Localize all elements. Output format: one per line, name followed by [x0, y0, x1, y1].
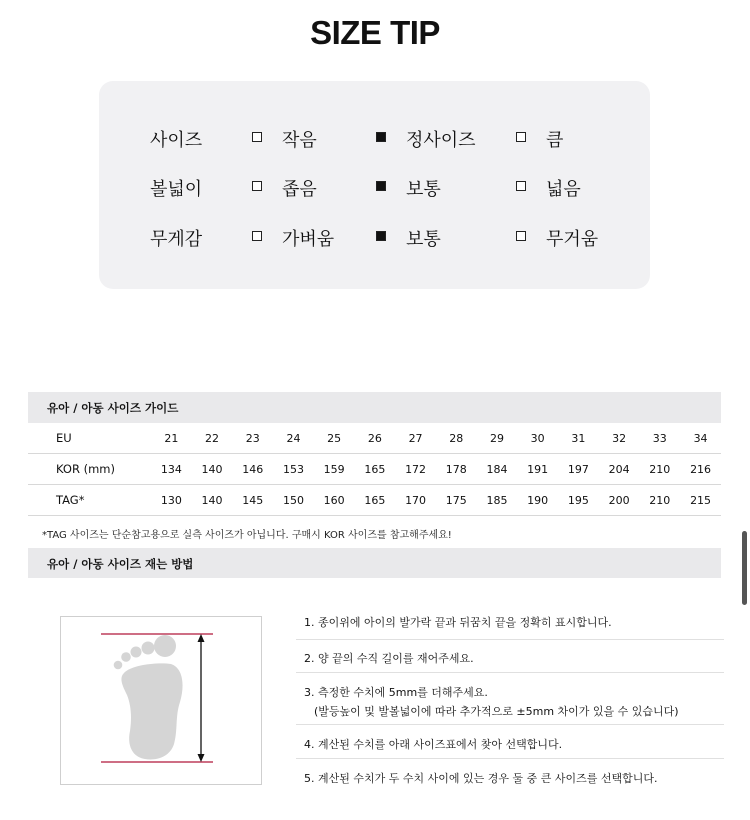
table-cell: 195: [558, 485, 599, 516]
table-cell: 216: [680, 454, 721, 485]
table-cell: 27: [395, 423, 436, 454]
tip-option: 보통: [376, 175, 441, 201]
table-cell: 197: [558, 454, 599, 485]
table-cell: 204: [599, 454, 640, 485]
table-cell: 215: [680, 485, 721, 516]
table-cell: 190: [517, 485, 558, 516]
tip-row-weight: [99, 222, 650, 252]
table-cell: 23: [232, 423, 273, 454]
table-cell: 160: [314, 485, 355, 516]
table-row: [28, 485, 721, 516]
table-cell: 153: [273, 454, 314, 485]
foot-measure-illustration: [60, 616, 262, 785]
table-cell: 191: [517, 454, 558, 485]
step-text: 2. 양 끝의 수직 길이를 재어주세요.: [304, 652, 474, 665]
tip-option: 가벼움: [252, 225, 334, 251]
checked-box-icon: [376, 132, 386, 142]
size-guide-table: [28, 423, 721, 516]
table-row: [28, 454, 721, 485]
step-text: 1. 종이위에 아이의 발가락 끝과 뒤꿈치 끝을 정확히 표시합니다.: [304, 616, 612, 629]
tip-option: 무거움: [516, 225, 598, 251]
table-cell: 34: [680, 423, 721, 454]
table-cell: 175: [436, 485, 477, 516]
row-label: EU: [28, 423, 151, 454]
tip-row-label: 무게감: [150, 229, 203, 250]
table-cell: 178: [436, 454, 477, 485]
unchecked-box-icon: [516, 132, 526, 142]
table-cell: 22: [192, 423, 233, 454]
table-cell: 29: [477, 423, 518, 454]
unchecked-box-icon: [252, 132, 262, 142]
step-subtext: (발등높이 및 발볼넓이에 따라 추가적으로 ±5mm 차이가 있을 수 있습니다): [314, 705, 679, 718]
measure-header: [28, 548, 721, 578]
table-cell: 25: [314, 423, 355, 454]
table-cell: 134: [151, 454, 192, 485]
unchecked-box-icon: [516, 231, 526, 241]
table-row: [28, 423, 721, 454]
table-cell: 210: [639, 485, 680, 516]
measure-step: [296, 603, 724, 640]
measure-steps: [296, 603, 724, 796]
unchecked-box-icon: [252, 231, 262, 241]
table-cell: 210: [639, 454, 680, 485]
table-cell: 150: [273, 485, 314, 516]
table-cell: 146: [232, 454, 273, 485]
table-cell: 33: [639, 423, 680, 454]
size-guide-header: [28, 392, 721, 423]
table-cell: 31: [558, 423, 599, 454]
table-cell: 200: [599, 485, 640, 516]
measure-step: [296, 673, 724, 725]
step-text: 3. 측정한 수치에 5mm를 더해주세요.: [304, 686, 488, 699]
tip-option: 정사이즈: [376, 126, 476, 152]
row-label: KOR (mm): [28, 454, 151, 485]
tip-option: 좁음: [252, 175, 317, 201]
unchecked-box-icon: [516, 181, 526, 191]
table-cell: 26: [355, 423, 396, 454]
checked-box-icon: [376, 231, 386, 241]
table-cell: 21: [151, 423, 192, 454]
measure-title: 유아 / 아동 사이즈 재는 방법: [47, 557, 194, 571]
tip-row-label: 볼넓이: [150, 179, 203, 200]
scrollbar[interactable]: [742, 531, 747, 605]
table-cell: 30: [517, 423, 558, 454]
unchecked-box-icon: [252, 181, 262, 191]
table-cell: 170: [395, 485, 436, 516]
table-cell: 140: [192, 454, 233, 485]
step-text: 4. 계산된 수치를 아래 사이즈표에서 찾아 선택합니다.: [304, 738, 563, 751]
tip-option: 보통: [376, 225, 441, 251]
page-title: SIZE TIP: [310, 14, 440, 51]
size-guide-title: 유아 / 아동 사이즈 가이드: [47, 401, 179, 415]
tip-option: 큼: [516, 126, 563, 152]
table-cell: 130: [151, 485, 192, 516]
size-tip-panel: [99, 81, 650, 289]
checked-box-icon: [376, 181, 386, 191]
table-cell: 28: [436, 423, 477, 454]
tip-row-size: [99, 123, 650, 153]
row-label: TAG*: [28, 485, 151, 516]
foot-outline-icon: [61, 617, 261, 784]
tip-option: 넓음: [516, 175, 581, 201]
measure-step: [296, 640, 724, 673]
table-cell: 140: [192, 485, 233, 516]
table-cell: 24: [273, 423, 314, 454]
table-cell: 159: [314, 454, 355, 485]
size-guide-note: *TAG 사이즈는 단순참고용으로 실측 사이즈가 아닙니다. 구매시 KOR 사이즈를 참고해주세요!: [42, 530, 452, 541]
tip-row-label: 사이즈: [150, 130, 203, 151]
measure-step: [296, 759, 724, 796]
table-cell: 32: [599, 423, 640, 454]
table-cell: 165: [355, 485, 396, 516]
tip-row-width: [99, 172, 650, 202]
table-cell: 165: [355, 454, 396, 485]
table-cell: 172: [395, 454, 436, 485]
tip-option: 작음: [252, 126, 317, 152]
table-cell: 185: [477, 485, 518, 516]
step-text: 5. 계산된 수치가 두 수치 사이에 있는 경우 둘 중 큰 사이즈를 선택합니다.: [304, 772, 658, 785]
table-cell: 145: [232, 485, 273, 516]
measure-step: [296, 725, 724, 759]
table-cell: 184: [477, 454, 518, 485]
